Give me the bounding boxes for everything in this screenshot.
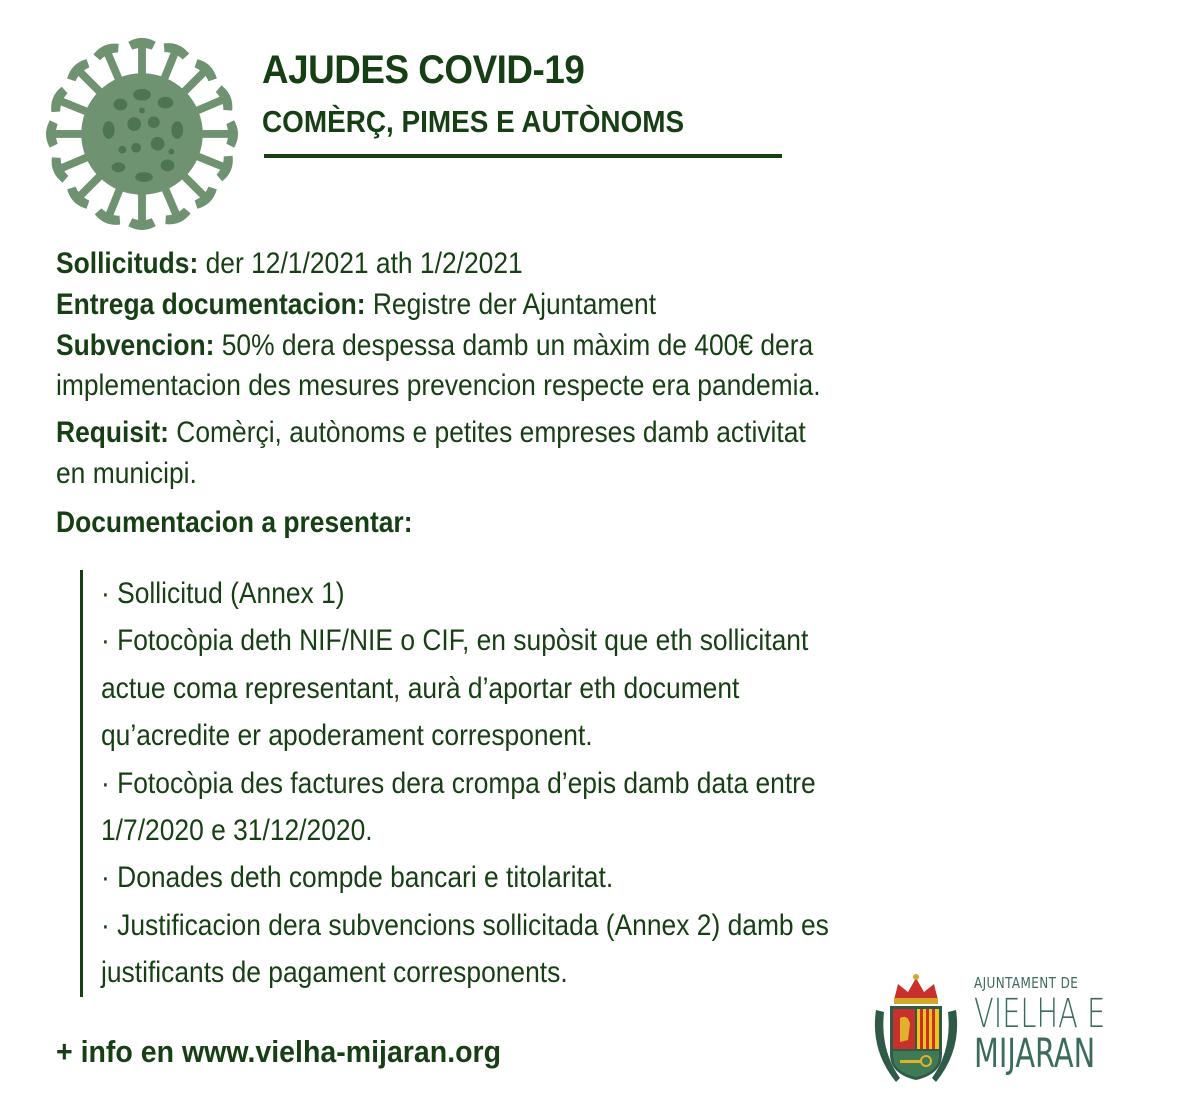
doc-line: · Justificacion dera subvencions sollicitada (Annex 2) damb es <box>101 908 829 942</box>
doc-line: · Fotocòpia deth NIF/NIE o CIF, en supòsit que eth sollicitant <box>101 624 809 658</box>
details-section <box>56 244 1033 544</box>
doc-line: qu’acredite er apoderament corresponent. <box>101 719 593 753</box>
documentation-list <box>80 570 1200 997</box>
doc-line: · Sollicitud (Annex 1) <box>101 577 345 610</box>
detail-requisit: Requisit: Comèrçi, autònoms e petites empreses damb activitat <box>56 416 806 450</box>
detail-sollicituds: Sollicituds: der 12/1/2021 ath 1/2/2021 <box>56 247 523 280</box>
page-title: AJUDES COVID-19 <box>262 48 585 92</box>
detail-subvencion-cont: implementacion des mesures prevencion respecte era pandemia. <box>56 369 821 403</box>
info-link[interactable]: + info en www.vielha-mijaran.org <box>56 1034 502 1069</box>
documentation-heading: Documentacion a presentar: <box>56 505 413 539</box>
doc-line: 1/7/2020 e 31/12/2020. <box>101 813 373 847</box>
logo-line-2: VIELHA E <box>974 991 1106 1037</box>
logo-line-1: AJUNTAMENT DE <box>974 974 1079 992</box>
logo-line-3: MIJARAN <box>974 1031 1096 1077</box>
doc-line: justificants de pagament corresponents. <box>101 956 568 990</box>
page-subtitle: COMÈRÇ, PIMES E AUTÒNOMS <box>262 104 685 139</box>
municipality-logo <box>866 970 1106 1092</box>
detail-subvencion: Subvencion: 50% dera despessa damb un màxim de 400€ dera <box>56 328 814 362</box>
doc-line: · Donades deth compde bancari e titolaritat. <box>101 861 614 895</box>
detail-requisit-cont: en municipi. <box>56 456 197 490</box>
coat-of-arms-icon <box>866 970 966 1092</box>
detail-entrega: Entrega documentacion: Registre der Ajuntament <box>56 287 657 321</box>
coronavirus-icon <box>44 32 240 232</box>
doc-line: · Fotocòpia des factures dera crompa d’epis damb data entre <box>101 766 816 800</box>
doc-line: actue coma representant, aurà d’aportar eth document <box>101 671 740 705</box>
title-underline <box>264 154 782 158</box>
